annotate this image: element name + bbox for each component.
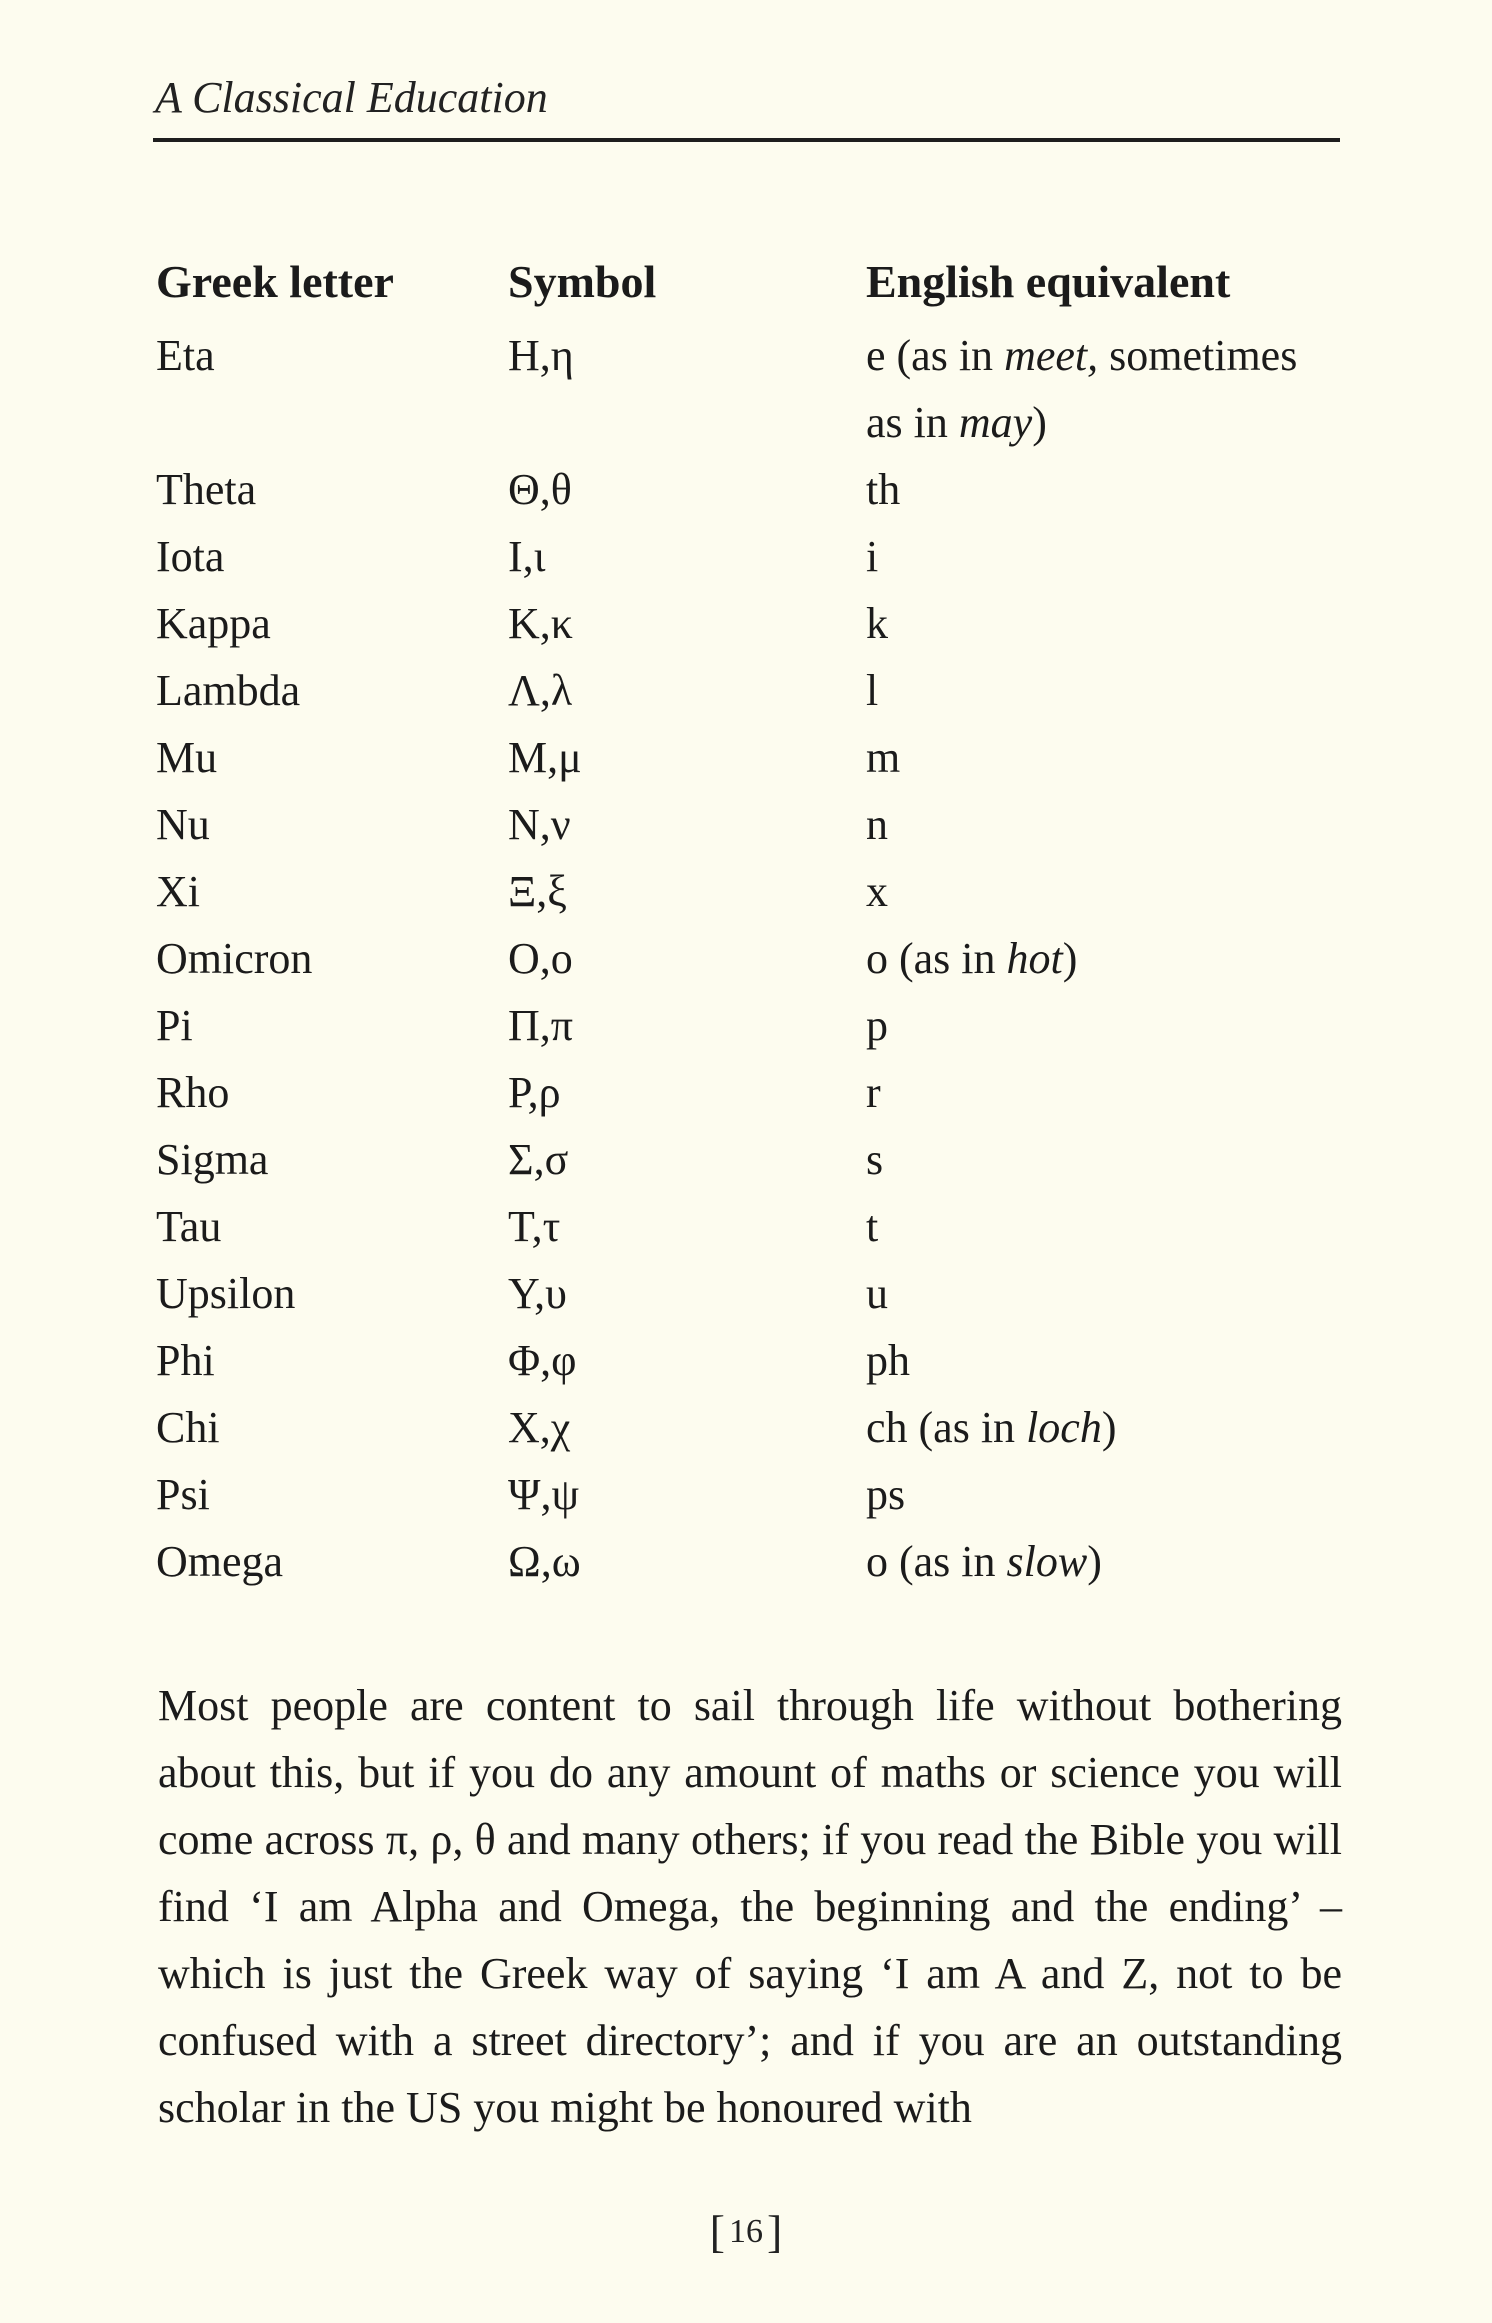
table-cell-english: [866, 792, 888, 858]
table-cell-symbol: Π,π: [508, 1001, 573, 1050]
english-text: k: [866, 599, 888, 648]
table-cell-symbol: Θ,θ: [508, 465, 572, 514]
table-cell-symbol: H,η: [508, 331, 574, 380]
table-cell-letter: Upsilon: [156, 1269, 296, 1318]
column-header-symbol: Symbol: [508, 256, 657, 307]
table-cell-letter: Psi: [156, 1470, 210, 1519]
table-cell-letter: Omega: [156, 1537, 284, 1586]
page-number: [0, 2205, 1492, 2258]
table-cell-symbol: Y,υ: [508, 1269, 567, 1318]
table-cell-english: [866, 658, 878, 724]
table-cell-letter: Phi: [156, 1336, 215, 1385]
english-text: th: [866, 465, 901, 514]
english-text: sometimes: [1098, 331, 1298, 380]
english-text: o (as in: [866, 1537, 1007, 1586]
table-cell-symbol: P,ρ: [508, 1068, 561, 1117]
english-text: s: [866, 1135, 884, 1184]
table-cell-english: [866, 1462, 905, 1528]
english-text: x: [866, 867, 888, 916]
column-header-greek-letter: Greek letter: [156, 256, 394, 307]
table-cell-letter: Nu: [156, 800, 210, 849]
table-cell-english: [866, 993, 888, 1059]
table-cell-symbol: X,χ: [508, 1403, 571, 1452]
english-text: u: [866, 1269, 888, 1318]
folio-close-bracket: ]: [767, 2206, 783, 2257]
table-cell-symbol: O,o: [508, 934, 573, 983]
english-text: as in: [866, 398, 959, 447]
english-italic-word: hot: [1006, 934, 1063, 983]
english-text: m: [866, 733, 901, 782]
table-cell-symbol: Ω,ω: [508, 1537, 581, 1586]
english-text: ph: [866, 1336, 910, 1385]
english-text: n: [866, 800, 888, 849]
header-rule: [153, 138, 1340, 142]
folio-number: 16: [729, 2212, 763, 2250]
english-text: r: [866, 1068, 881, 1117]
table-cell-english: [866, 323, 1297, 389]
table-cell-english: [866, 1261, 888, 1327]
table-cell-symbol: Φ,φ: [508, 1336, 577, 1385]
table-cell-symbol: N,ν: [508, 800, 571, 849]
table-cell-english: [866, 725, 900, 791]
english-italic-word: loch: [1026, 1403, 1102, 1452]
english-italic-word: may: [958, 398, 1033, 447]
table-cell-symbol: Λ,λ: [508, 666, 573, 715]
english-italic-word: slow: [1006, 1537, 1088, 1586]
english-text: ps: [866, 1470, 906, 1519]
table-cell-english: [866, 926, 1077, 992]
table-cell-letter: Kappa: [156, 599, 271, 648]
table-cell-letter: Iota: [156, 532, 225, 581]
running-head: A Classical Education: [155, 73, 548, 122]
english-text: l: [866, 666, 879, 715]
table-cell-english: [866, 1194, 878, 1260]
table-cell-letter: Mu: [156, 733, 218, 782]
table-cell-letter: Sigma: [156, 1135, 269, 1184]
table-cell-letter: Xi: [156, 867, 200, 916]
english-text: e (as in: [866, 331, 1005, 380]
table-cell-english: [866, 1127, 883, 1193]
table-cell-english: [866, 524, 878, 590]
english-text: ): [1087, 1537, 1102, 1586]
table-cell-symbol: T,τ: [508, 1202, 561, 1251]
table-cell-letter: Rho: [156, 1068, 230, 1117]
table-cell-english: [866, 859, 888, 925]
english-text: ): [1032, 398, 1047, 447]
english-text: i: [866, 532, 879, 581]
english-text: p: [866, 1001, 888, 1050]
table-cell-letter: Pi: [156, 1001, 193, 1050]
table-cell-english: [866, 1395, 1116, 1461]
body-paragraph: Most people are content to sail through life without bothering about this, but if you do any amount of maths or science you will come across π, ρ, θ and many others; if you read the Bible you will find ‘I am Alpha and Omega, the beginning and the ending’ – which is just the Greek way of saying ‘I am A and Z, not to be confused with a street directory’; and if you are an outstanding scholar in the US you might be honoured with: [158, 1681, 1342, 2132]
table-cell-english: [866, 457, 900, 523]
table-cell-letter: Omicron: [156, 934, 313, 983]
table-cell-symbol: K,κ: [508, 599, 573, 648]
table-cell-letter: Theta: [156, 465, 257, 514]
table-cell-symbol: Σ,σ: [508, 1135, 569, 1184]
table-cell-english: [866, 1060, 881, 1126]
english-text: o (as in: [866, 934, 1007, 983]
english-italic-word: meet,: [1004, 331, 1099, 380]
table-cell-english: [866, 390, 1047, 456]
table-cell-letter: Tau: [156, 1202, 222, 1251]
column-header-english: English equivalent: [866, 256, 1231, 307]
table-cell-letter: Eta: [156, 331, 215, 380]
table-cell-letter: Chi: [156, 1403, 220, 1452]
table-cell-english: [866, 591, 888, 657]
english-text: ): [1101, 1403, 1117, 1452]
table-cell-english: [866, 1328, 910, 1394]
table-cell-symbol: M,μ: [508, 733, 582, 782]
table-cell-letter: Lambda: [156, 666, 301, 715]
english-text: t: [866, 1202, 879, 1251]
table-cell-symbol: I,ι: [508, 532, 546, 581]
table-cell-symbol: Ψ,ψ: [508, 1470, 580, 1519]
table-cell-english: [866, 1529, 1102, 1595]
folio-open-bracket: [: [709, 2206, 725, 2257]
english-text: ch (as in: [866, 1403, 1027, 1452]
english-text: ): [1062, 934, 1078, 983]
table-cell-symbol: Ξ,ξ: [508, 867, 567, 916]
